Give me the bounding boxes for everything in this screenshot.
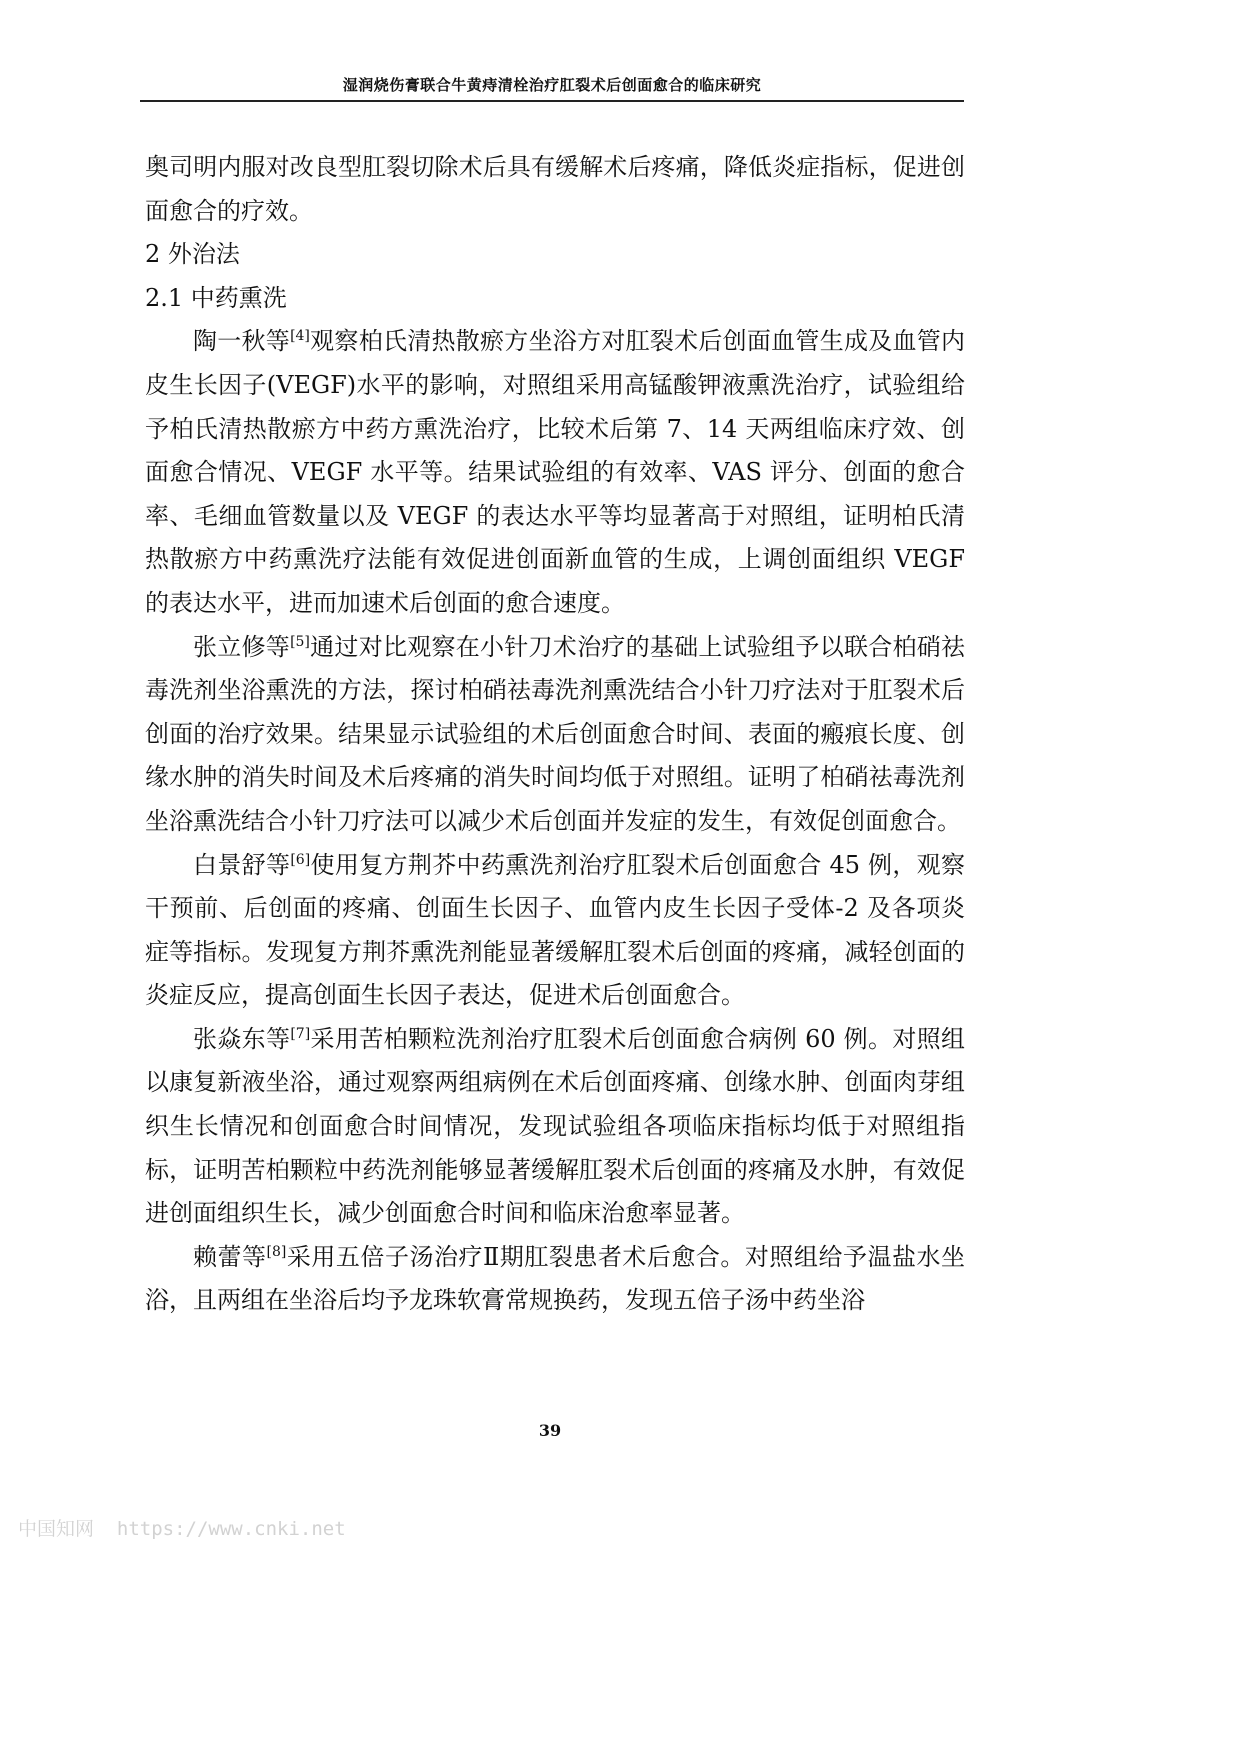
paragraph-body: 观察柏氏清热散瘀方坐浴方对肛裂术后创面血管生成及血管内皮生长因子(VEGF)水平的影响，对照组采用高锰酸钾液熏洗治疗，试验组给予柏氏清热散瘀方中药方熏洗治疗，比较术后第 7、14 天两组临床疗效、创面愈合情况、VEGF 水平等。结果试验组的有效率、VAS 评分、创面的愈合率、毛细血管数量以及 VEGF 的表达水平等均显著高于对照组，证明柏氏清热散瘀方中药熏洗疗法能有效促进创面新血管的生成，上调创面组织 VEGF 的表达水平，进而加速术后创面的愈合速度。 [145,327,966,617]
paragraph-zhang-lixiu [145,626,965,844]
body-text [145,146,965,1323]
section-heading: 2 外治法 [145,240,240,269]
header-rule [140,100,964,102]
paragraph-body: 通过对比观察在小针刀术治疗的基础上试验组予以联合柏硝祛毒洗剂坐浴熏洗的方法，探讨柏硝祛毒洗剂熏洗结合小针刀疗法对于肛裂术后创面的治疗效果。结果显示试验组的术后创面愈合时间、表面的瘢痕长度、创缘水肿的消失时间及术后疼痛的消失时间均低于对照组。证明了柏硝祛毒洗剂坐浴熏洗结合小针刀疗法可以减少术后创面并发症的发生，有效促创面愈合。 [145,632,966,835]
citation-ref: [6] [290,851,311,868]
citation-author: 白景舒等 [193,850,291,879]
page-number: 39 [538,1421,562,1440]
paragraph-tao [145,320,965,625]
paragraph-zhang-yandong [145,1018,965,1236]
paragraph-continued: 奥司明内服对改良型肛裂切除术后具有缓解术后疼痛，降低炎症指标，促进创面愈合的疗效。 [145,153,965,225]
citation-ref: [4] [290,328,310,345]
citation-ref: [8] [266,1243,287,1260]
citation-author: 张焱东等 [193,1024,291,1053]
citation-author: 张立修等 [193,632,291,661]
citation-ref: [5] [290,633,310,650]
paragraph-body: 采用五倍子汤治疗Ⅱ期肛裂患者术后愈合。对照组给予温盐水坐浴，且两组在坐浴后均予龙珠软膏常规换药，发现五倍子汤中药坐浴 [145,1242,966,1315]
paragraph-bai [145,844,965,1018]
subsection-heading: 2.1 中药熏洗 [145,283,287,312]
paragraph-body: 使用复方荆芥中药熏洗剂治疗肛裂术后创面愈合 45 例，观察干预前、后创面的疼痛、创面生长因子、血管内皮生长因子受体-2 及各项炎症等指标。发现复方荆芥熏洗剂能显著缓解肛裂术后创面的疼痛，减轻创面的炎症反应，提高创面生长因子表达，促进术后创面愈合。 [145,850,966,1010]
citation-ref: [7] [290,1025,311,1042]
paragraph-lai [145,1236,965,1323]
citation-author: 赖蕾等 [193,1242,267,1271]
citation-author: 陶一秋等 [193,327,291,356]
running-header: 湿润烧伤膏联合牛黄痔清栓治疗肛裂术后创面愈合的临床研究 [342,76,762,94]
paragraph-body: 采用苦柏颗粒洗剂治疗肛裂术后创面愈合病例 60 例。对照组以康复新液坐浴，通过观察两组病例在术后创面疼痛、创缘水肿、创面肉芽组织生长情况和创面愈合时间情况，发现试验组各项临床指标均低于对照组指标，证明苦柏颗粒中药洗剂能够显著缓解肛裂术后创面的疼痛及水肿，有效促进创面组织生长，减少创面愈合时间和临床治愈率显著。 [145,1024,966,1228]
watermark: 中国知网 https://www.cnki.net [18,1518,346,1540]
